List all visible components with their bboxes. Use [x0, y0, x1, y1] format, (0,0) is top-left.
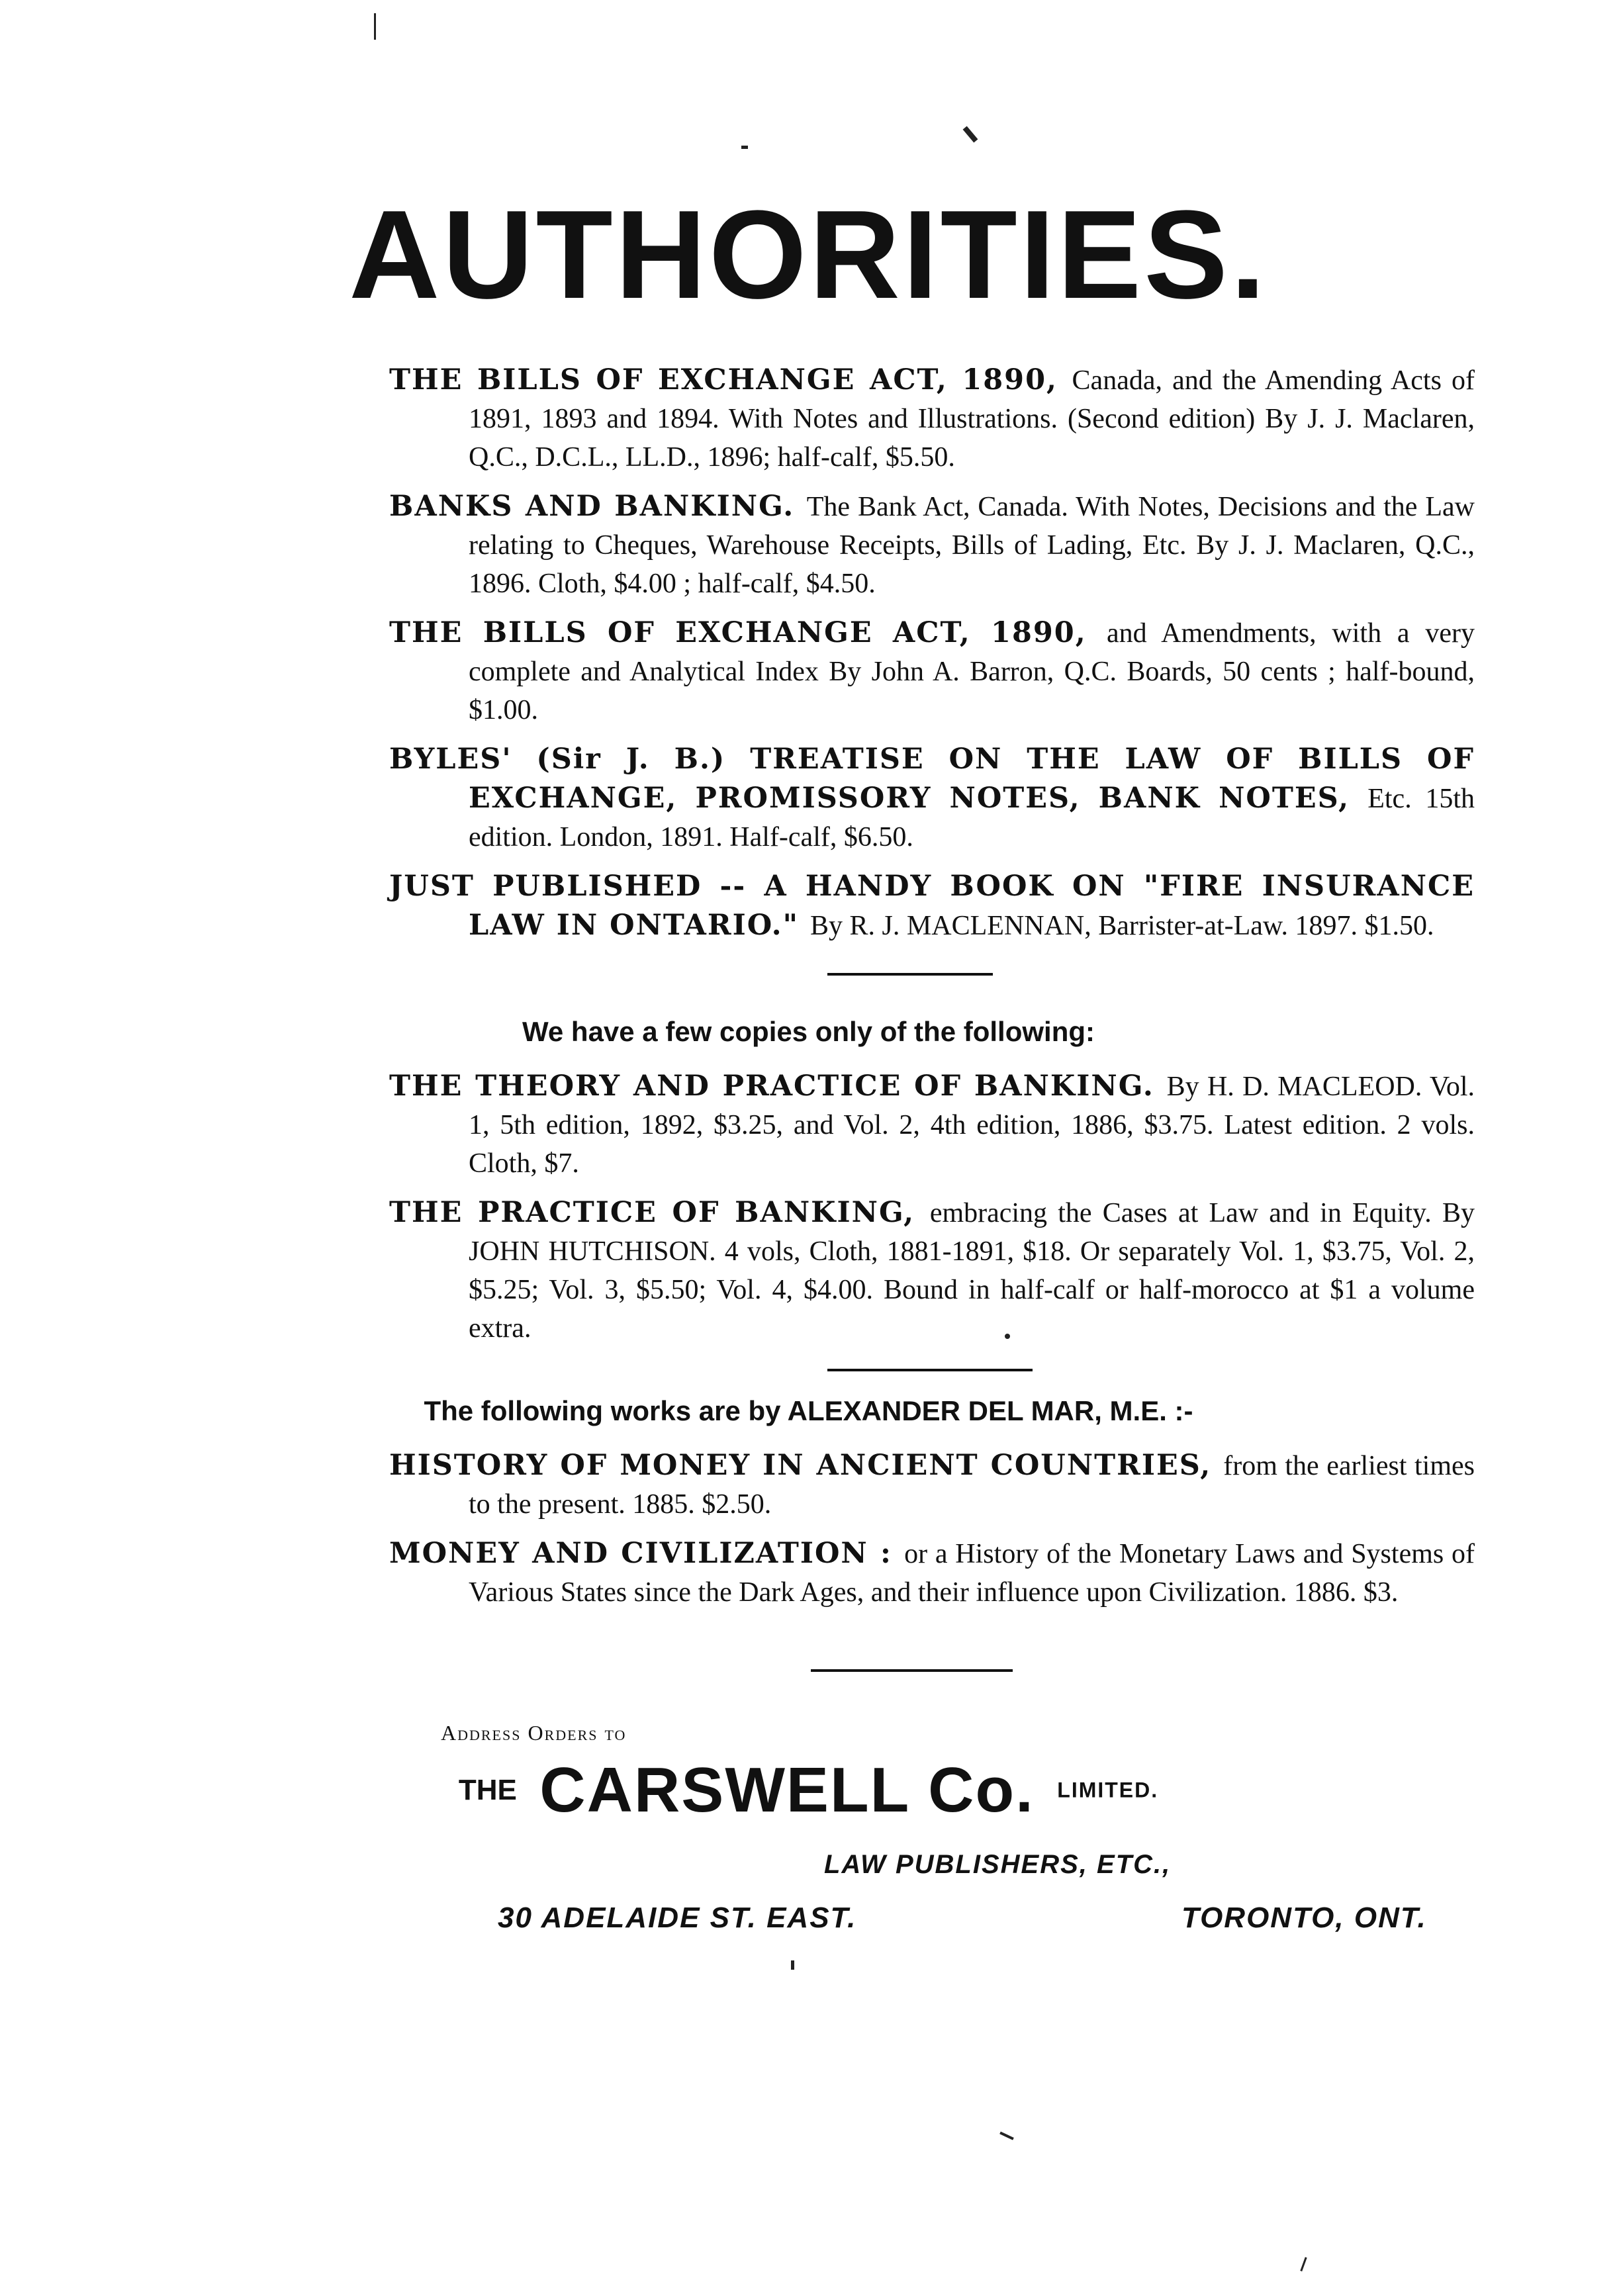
entry-heading: BYLES' (Sir J. B.) TREATISE ON THE LAW OF BILLS OF EXCHANGE, PROMISSORY NOTES, BANK NOTES, — [389, 743, 1475, 815]
address-label: Address Orders to — [441, 1721, 627, 1745]
publisher-subtitle: LAW PUBLISHERS, ETC., — [824, 1850, 1172, 1879]
copies-note: We have a few copies only of the following: — [522, 1016, 1095, 1047]
entry-details: The Bank Act, Canada. With Notes, Decisions and the Law relating to Cheques, Warehouse Receipts, Bills of Lading, Etc. By J. J. Maclaren, Q.C., 1896. Cloth, $4.00 ; half-calf, $4.50. — [469, 492, 1475, 599]
publisher-line — [0, 1754, 1617, 1827]
divider-rule — [827, 1369, 1033, 1371]
catalogue-entry — [389, 1193, 1475, 1348]
catalogue-entry — [389, 614, 1475, 729]
del-mar-note: The following works are by ALEXANDER DEL MAR, M.E. :- — [424, 1395, 1193, 1426]
entry-details: Canada, and the Amending Acts of 1891, 1893 and 1894. With Notes and Illustrations. (Second edition) By J. J. Maclaren, Q.C., D.C.L., LL.D., 1896; half-calf, $5.50. — [469, 365, 1475, 473]
entry-details: or a History of the Monetary Laws and Systems of Various States since the Dark Ages, and their influence upon Civilization. 1886. $3. — [469, 1539, 1475, 1608]
publisher-limited: LIMITED. — [1057, 1778, 1159, 1802]
entry-heading: THE PRACTICE OF BANKING, — [389, 1196, 930, 1229]
catalogue-entry — [389, 1534, 1475, 1612]
scan-speck — [1005, 1334, 1010, 1339]
catalogue-entry — [389, 1067, 1475, 1183]
entry-heading: HISTORY OF MONEY IN ANCIENT COUNTRIES, — [389, 1449, 1224, 1482]
entry-heading: BANKS AND BANKING. — [389, 490, 807, 523]
catalogue-entry — [389, 361, 1475, 477]
page-title: AUTHORITIES. — [349, 185, 1268, 325]
catalogue-entry — [389, 1446, 1475, 1524]
catalogue-entry — [389, 740, 1475, 856]
publisher-street: 30 ADELAIDE ST. EAST. — [498, 1902, 857, 1934]
entries-del-mar — [389, 1446, 1475, 1622]
entry-heading: JUST PUBLISHED -- A HANDY BOOK ON "FIRE INSURANCE LAW IN ONTARIO." — [389, 870, 1475, 942]
entries-limited — [389, 1067, 1475, 1358]
entry-details: Etc. 15th edition. London, 1891. Half-calf, $6.50. — [469, 784, 1475, 852]
scan-speck — [374, 13, 376, 40]
scan-speck — [791, 1960, 794, 1970]
entry-heading: THE BILLS OF EXCHANGE ACT, 1890, — [389, 363, 1072, 396]
entry-details: embracing the Cases at Law and in Equity. By JOHN HUTCHISON. 4 vols, Cloth, 1881-1891, $18. Or separately Vol. 1, $3.75, Vol. 2, $5.25; Vol. 3, $5.50; Vol. 4, $4.00. Bound in half-calf or half-morocco at $1 a volume extra. — [469, 1198, 1475, 1344]
catalogue-entry — [389, 487, 1475, 603]
catalogue-entry — [389, 867, 1475, 945]
scan-speck — [963, 126, 978, 142]
publisher-name: CARSWELL Co. — [539, 1755, 1035, 1825]
publisher-the: THE — [458, 1774, 517, 1806]
entry-heading: MONEY AND CIVILIZATION : — [389, 1537, 905, 1570]
scan-speck — [741, 146, 748, 149]
divider-rule — [827, 973, 993, 976]
entry-heading: THE THEORY AND PRACTICE OF BANKING. — [389, 1070, 1167, 1103]
entry-details: By H. D. MACLEOD. Vol. 1, 5th edition, 1892, $3.25, and Vol. 2, 4th edition, 1886, $3.75. Latest edition. 2 vols. Cloth, $7. — [469, 1072, 1475, 1179]
entry-details: and Amendments, with a very complete and Analytical Index By John A. Barron, Q.C. Boards, 50 cents ; half-bound, $1.00. — [469, 618, 1475, 725]
scan-speck — [999, 2132, 1014, 2140]
entry-details: By R. J. MACLENNAN, Barrister-at-Law. 1897. $1.50. — [810, 911, 1434, 941]
publisher-city: TORONTO, ONT. — [1181, 1902, 1427, 1934]
entry-details: from the earliest times to the present. 1885. $2.50. — [469, 1451, 1475, 1520]
divider-rule — [811, 1669, 1013, 1672]
entries-main — [389, 361, 1475, 956]
scan-speck — [1300, 2257, 1307, 2272]
entry-heading: THE BILLS OF EXCHANGE ACT, 1890, — [389, 616, 1107, 649]
